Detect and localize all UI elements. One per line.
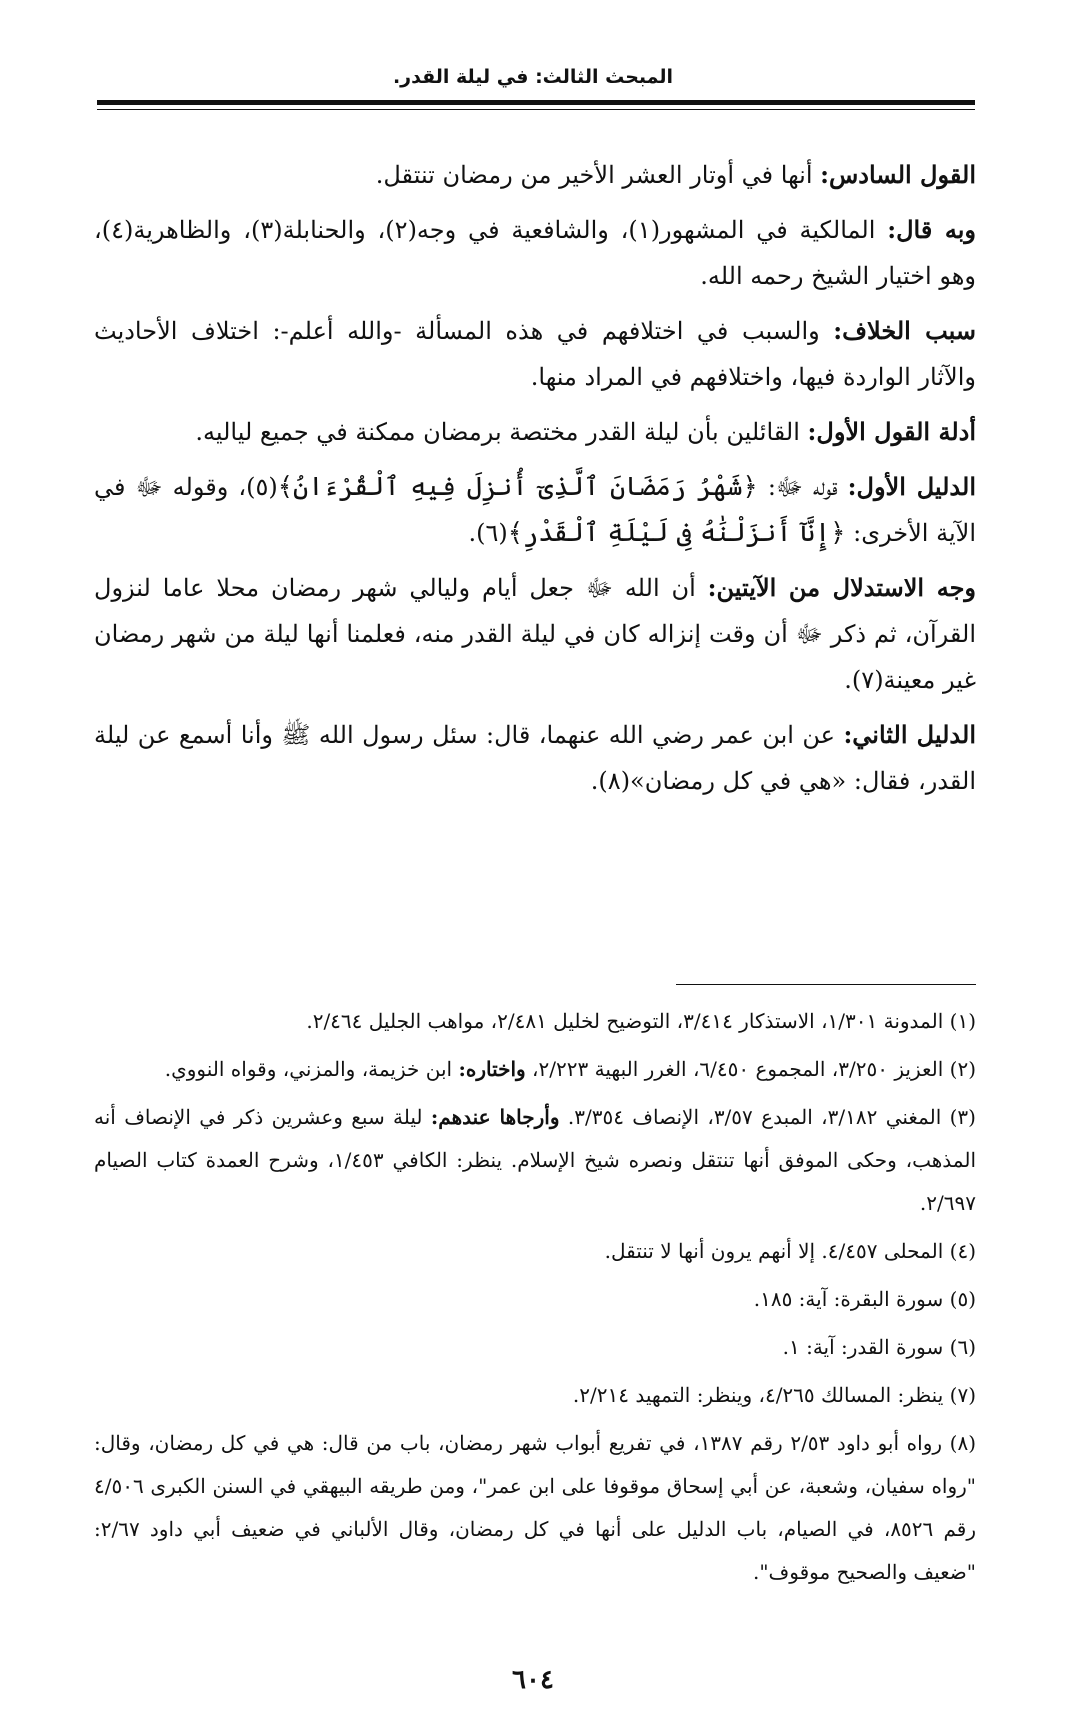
paragraph-text: أن الله ﷻ جعل أيام وليالي شهر رمضان محلا عاما لنزول القرآن، ثم ذكر ﷻ أن وقت إنزاله كان في ليلة القدر منه، فعلمنا أنها ليلة من شهر رمضان غير معينة(٧). <box>94 574 976 694</box>
paragraph-sixth-opinion <box>94 152 976 198</box>
footnotes <box>94 1000 976 1599</box>
footnote-text: ابن خزيمة، والمزني، وقواه النووي. <box>164 1057 459 1081</box>
paragraph-first-opinion-evidence <box>94 409 976 455</box>
header-rule-thick <box>97 100 975 105</box>
paragraph-first-evidence <box>94 464 976 556</box>
paragraph-label: سبب الخلاف: <box>833 316 976 345</box>
footnote-separator <box>676 984 976 985</box>
header-rule-thin <box>97 109 975 110</box>
footnote-bold: واختاره: <box>458 1057 526 1081</box>
main-text <box>94 152 976 813</box>
paragraph-text: قوله ﷻ: <box>757 473 848 501</box>
footnote-2 <box>94 1048 976 1091</box>
footnote-bold: وأرجاها عندهم: <box>430 1105 560 1129</box>
paragraph-label: وبه قال: <box>887 215 977 244</box>
footnote-4: (٤) المحلى ٤/٤٥٧. إلا أنهم يرون أنها لا تنتقل. <box>604 1239 976 1263</box>
paragraph-text: عن ابن عمر رضي الله عنهما، قال: سئل رسول الله ﷺ وأنا أسمع عن ليلة القدر، فقال: «هي في كل رمضان»(٨). <box>94 721 976 795</box>
paragraph-label: أدلة القول الأول: <box>807 417 976 446</box>
paragraph-label: الدليل الأول: <box>847 472 977 501</box>
footnote-text: (٢) العزيز ٣/٢٥٠، المجموع ٦/٤٥٠، الغرر البهية ٢/٢٢٣، <box>525 1057 976 1081</box>
paragraph-reason-of-dispute <box>94 308 976 400</box>
quran-verse: ﴿إِنَّآ أَنزَلْنَٰهُ فِى لَيْلَةِ ٱلْقَدْرِ﴾ <box>507 518 846 548</box>
footnote-5: (٥) سورة البقرة: آية: ١٨٥. <box>753 1287 976 1311</box>
footnote-text: ليلة سبع وعشرين ذكر في الإنصاف أنه المذهب، وحكى الموفق أنها تنتقل ونصره شيخ الإسلام. ينظر: الكافي ١/٤٥٣، وشرح العمدة كتاب الصيام ٢/٦٩٧. <box>94 1105 977 1215</box>
footnote-8: (٨) رواه أبو داود ٢/٥٣ رقم ١٣٨٧، في تفريع أبواب شهر رمضان، باب من قال: هي في كل رمضان، وقال: "رواه سفيان، وشعبة، عن أبي إسحاق موقوفا على ابن عمر"، ومن طريقه البيهقي في السنن الكبرى ٤/٥٠٦ رقم ٨٥٢٦، في الصيام، باب الدليل على أنها في كل رمضان، وقال الألباني في ضعيف أبي داود ٢/٦٧: "ضعيف والصحيح موقوف". <box>94 1431 977 1584</box>
paragraph-text: (٥)، وقوله ﷻ في الآية الأخرى: <box>94 473 976 547</box>
paragraph-who-said <box>94 207 976 299</box>
paragraph-second-evidence <box>94 712 976 804</box>
paragraph-label: الدليل الثاني: <box>843 720 976 749</box>
paragraph-text: (٦). <box>468 519 508 547</box>
paragraph-text: أنها في أوتار العشر الأخير من رمضان تنتقل. <box>375 161 821 189</box>
footnote-text: (٣) المغني ٣/١٨٢، المبدع ٣/٥٧، الإنصاف ٣/٣٥٤. <box>559 1105 976 1129</box>
paragraph-text: القائلين بأن ليلة القدر مختصة برمضان ممكنة في جميع لياليه. <box>195 418 808 446</box>
quran-verse: ﴿شَهْرُ رَمَضَانَ ٱلَّذِىٓ أُنزِلَ فِيهِ ٱلْقُرْءَانُ﴾ <box>277 472 758 502</box>
running-header: المبحث الثالث: في ليلة القدر. <box>392 66 674 88</box>
paragraph-label: وجه الاستدلال من الآيتين: <box>707 573 976 602</box>
footnote-3 <box>94 1096 976 1225</box>
paragraph-inference <box>94 565 976 703</box>
paragraph-label: القول السادس: <box>820 160 976 189</box>
paragraph-text: والسبب في اختلافهم في هذه المسألة -والله أعلم-: اختلاف الأحاديث والآثار الواردة فيها، واختلافهم في المراد منها. <box>94 317 976 391</box>
page-number: ٦٠٤ <box>512 1665 554 1695</box>
paragraph-text: المالكية في المشهور(١)، والشافعية في وجه(٢)، والحنابلة(٣)، والظاهرية(٤)، وهو اختيار الشيخ رحمه الله. <box>94 216 976 290</box>
footnote-6: (٦) سورة القدر: آية: ١. <box>782 1335 976 1359</box>
footnote-1: (١) المدونة ١/٣٠١، الاستذكار ٣/٤١٤، التوضيح لخليل ٢/٤٨١، مواهب الجليل ٢/٤٦٤. <box>306 1009 976 1033</box>
footnote-7: (٧) ينظر: المسالك ٤/٢٦٥، وينظر: التمهيد ٢/٢١٤. <box>572 1383 976 1407</box>
